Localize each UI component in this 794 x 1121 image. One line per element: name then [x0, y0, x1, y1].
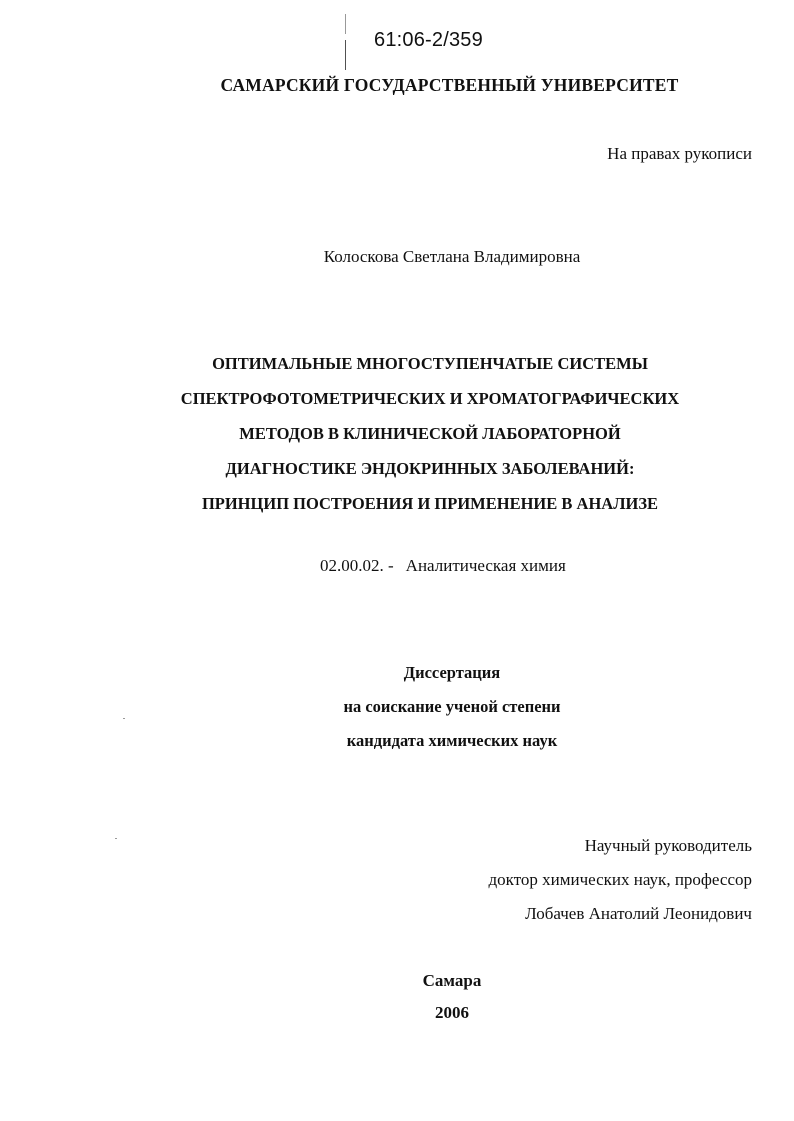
year: 2006: [435, 1003, 469, 1022]
specialty-name: Аналитическая химия: [405, 556, 566, 575]
scientific-advisor: [489, 829, 752, 931]
scan-artifact-line: [345, 40, 346, 70]
title-line: СПЕКТРОФОТОМЕТРИЧЕСКИХ И ХРОМАТОГРАФИЧЕСКИХ: [180, 389, 680, 408]
catalog-code: 61:06-2/359: [374, 29, 483, 51]
scan-artifact-line: [345, 14, 346, 34]
title-line: МЕТОДОВ В КЛИНИЧЕСКОЙ ЛАБОРАТОРНОЙ: [239, 424, 621, 443]
title-line: ОПТИМАЛЬНЫЕ МНОГОСТУПЕНЧАТЫЕ СИСТЕМЫ: [212, 354, 648, 373]
specialty-code: 02.00.02. -: [320, 556, 394, 575]
degree-line: кандидата химических наук: [346, 731, 558, 750]
degree-statement: [0, 656, 794, 758]
degree-line: на соискание ученой степени: [343, 697, 561, 716]
specialty: [320, 556, 566, 576]
advisor-role: Научный руководитель: [584, 836, 752, 855]
title-line: ПРИНЦИП ПОСТРОЕНИЯ И ПРИМЕНЕНИЕ В АНАЛИЗЕ: [201, 494, 659, 513]
manuscript-rights-note: На правах рукописи: [607, 144, 752, 163]
title-line: ДИАГНОСТИКЕ ЭНДОКРИННЫХ ЗАБОЛЕВАНИЙ:: [225, 459, 635, 478]
university-name: САМАРСКИЙ ГОСУДАРСТВЕННЫЙ УНИВЕРСИТЕТ: [220, 75, 679, 95]
dissertation-title: [110, 346, 750, 521]
degree-line: Диссертация: [403, 663, 501, 682]
city: Самара: [422, 971, 482, 990]
author-name: Колоскова Светлана Владимировна: [323, 247, 581, 266]
advisor-degree: доктор химических наук, профессор: [488, 870, 752, 889]
scan-speck: [115, 838, 117, 839]
advisor-name: Лобачев Анатолий Леонидович: [525, 904, 752, 923]
place-and-year: [0, 965, 794, 1029]
